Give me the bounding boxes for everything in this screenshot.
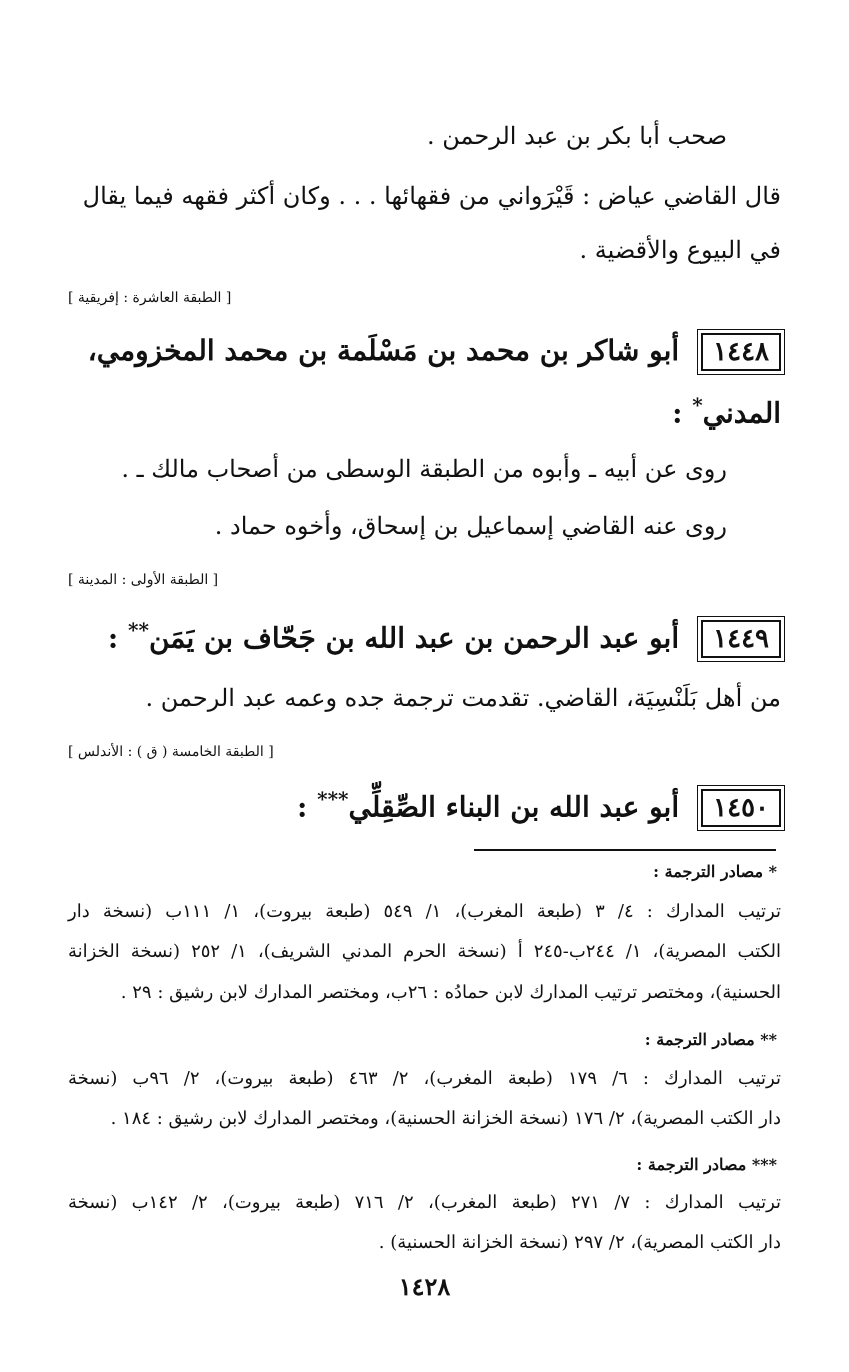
footnote-line: ترتيب المدارك : ٤/ ٣ (طبعة المغرب)، ١/ ٥٤٩ (طبعة بيروت)، ١/ ١١١ب (نسخة دار bbox=[68, 901, 781, 922]
entry-number: ١٤٤٨ bbox=[701, 333, 781, 371]
heading-colon: : bbox=[297, 790, 308, 824]
footnote-marker: * bbox=[692, 393, 703, 417]
page-number: ١٤٢٨ bbox=[398, 1272, 451, 1301]
footnote-heading: * مصادر الترجمة : bbox=[653, 862, 777, 881]
footnote-marker: *** bbox=[317, 787, 349, 811]
entry-name: أبو شاكر بن محمد بن مَسْلَمة بن محمد المخزومي، bbox=[87, 334, 680, 367]
text-line: روى عن أبيه ـ وأبوه من الطبقة الوسطى من أصحاب مالك ـ . bbox=[121, 455, 727, 483]
text-line: قال القاضي عياض : قَيْرَواني من فقهائها . . . وكان أكثر فقهه فيما يقال bbox=[82, 182, 781, 210]
footnote-separator bbox=[474, 849, 776, 851]
entry-number: ١٤٥٠ bbox=[701, 789, 781, 827]
entry-heading-1450 bbox=[297, 787, 781, 827]
heading-colon: : bbox=[107, 621, 119, 655]
heading-colon: : bbox=[672, 396, 683, 430]
text-line: من أهل بَلَنْسِيَة، القاضي. تقدمت ترجمة جده وعمه عبد الرحمن . bbox=[145, 684, 781, 712]
text-line: روى عنه القاضي إسماعيل بن إسحاق، وأخوه حماد . bbox=[214, 512, 727, 540]
footnote-heading: ** مصادر الترجمة : bbox=[644, 1030, 777, 1049]
footnote-line: ترتيب المدارك : ٦/ ١٧٩ (طبعة المغرب)، ٢/ ٤٦٣ (طبعة بيروت)، ٢/ ٩٦ب (نسخة bbox=[68, 1068, 781, 1089]
footnote-line: ترتيب المدارك : ٧/ ٢٧١ (طبعة المغرب)، ٢/ ٧١٦ (طبعة بيروت)، ٢/ ١٤٢ب (نسخة bbox=[68, 1192, 782, 1213]
entry-heading-1448-cont bbox=[672, 393, 781, 429]
text-line: في البيوع والأقضية . bbox=[579, 236, 781, 264]
entry-heading-1448 bbox=[88, 333, 781, 371]
footnote-line: دار الكتب المصرية)، ٢/ ١٧٦ (نسخة الخزانة الحسنية)، ومختصر المدارك لابن رشيق : ١٨٤ . bbox=[110, 1108, 781, 1129]
footnote-marker: ** bbox=[128, 618, 149, 642]
footnote-line: دار الكتب المصرية)، ٢/ ٢٩٧ (نسخة الخزانة الحسنية) . bbox=[378, 1232, 781, 1253]
footnote-line: الكتب المصرية)، ١/ ٢٤٤ب-٢٤٥ أ (نسخة الحرم المدني الشريف)، ١/ ٢٥٢ (نسخة الخزانة bbox=[68, 941, 781, 962]
entry-heading-1449 bbox=[108, 618, 781, 658]
footnote-line: الحسنية)، ومختصر ترتيب المدارك لابن حمادُه : ٢٦ب، ومختصر المدارك لابن رشيق : ٢٩ . bbox=[120, 982, 781, 1003]
tabaqa-label: [ الطبقة الأولى : المدينة ] bbox=[68, 572, 219, 588]
entry-name: أبو عبد الرحمن بن عبد الله بن جَحّاف بن يَمَن bbox=[148, 621, 680, 655]
tabaqa-label: [ الطبقة العاشرة : إفريقية ] bbox=[68, 290, 232, 306]
tabaqa-label: [ الطبقة الخامسة ( ق ) : الأندلس ] bbox=[68, 744, 274, 760]
footnote-heading: *** مصادر الترجمة : bbox=[636, 1155, 777, 1174]
entry-name-cont: المدني bbox=[702, 396, 781, 430]
text-line: صحب أبا بكر بن عبد الرحمن . bbox=[427, 122, 727, 150]
entry-name: أبو عبد الله بن البناء الصِّقِلِّي bbox=[348, 790, 680, 824]
entry-number: ١٤٤٩ bbox=[701, 620, 781, 658]
